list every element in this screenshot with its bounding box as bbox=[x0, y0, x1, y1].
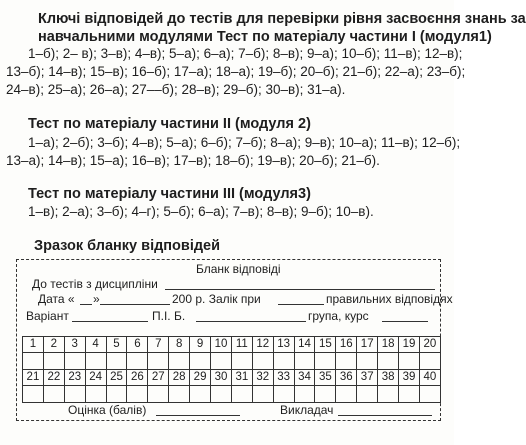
question-number: 21 bbox=[23, 370, 44, 386]
question-number: 26 bbox=[127, 370, 148, 386]
question-number: 39 bbox=[399, 370, 420, 386]
score-field[interactable] bbox=[156, 415, 240, 416]
question-number: 11 bbox=[231, 337, 252, 353]
question-number: 5 bbox=[106, 337, 127, 353]
name-field[interactable] bbox=[196, 321, 306, 322]
answer-cell[interactable] bbox=[85, 353, 106, 370]
module3-test-heading: Тест по матеріалу частини III (модуля3) bbox=[28, 186, 311, 202]
form-title: Бланк відповіді bbox=[196, 262, 281, 276]
year-and-credit-text: 200 р. Залік при bbox=[172, 292, 261, 306]
answer-cell[interactable] bbox=[169, 386, 190, 403]
answer-cell[interactable] bbox=[43, 386, 64, 403]
question-number: 19 bbox=[399, 337, 420, 353]
question-number: 35 bbox=[315, 370, 336, 386]
score-label: Оцінка (балів) bbox=[68, 403, 147, 417]
question-number: 6 bbox=[127, 337, 148, 353]
grid-numbers-row-1 bbox=[23, 337, 441, 353]
answer-cell[interactable] bbox=[294, 353, 315, 370]
answers-module1-line1: 1–б); 2– в); 3–в); 4–в); 5–а); 6–а); 7–б); 8–в); 9–а); 10–б); 11–в); 12–в); bbox=[28, 46, 463, 61]
answer-cell[interactable] bbox=[148, 353, 169, 370]
question-number: 3 bbox=[64, 337, 85, 353]
question-number: 37 bbox=[357, 370, 378, 386]
teacher-label: Викладач bbox=[280, 403, 334, 417]
variant-field[interactable] bbox=[72, 321, 148, 322]
answer-key-title-line2: навчальними модулями Тест по матеріалу частини I (модуля1) bbox=[38, 29, 492, 45]
answers-module2-line2: 13–а); 14–в); 15–а); 16–в); 17–в); 18–б); 19–в); 20–б); 21–б). bbox=[6, 153, 380, 168]
answer-cell[interactable] bbox=[336, 386, 357, 403]
question-number: 32 bbox=[252, 370, 273, 386]
question-number: 4 bbox=[85, 337, 106, 353]
date-day-field[interactable] bbox=[80, 304, 92, 305]
group-course-label: група, курс bbox=[308, 309, 369, 323]
question-number: 25 bbox=[106, 370, 127, 386]
question-number: 22 bbox=[43, 370, 64, 386]
answer-cell[interactable] bbox=[357, 386, 378, 403]
answer-cell[interactable] bbox=[273, 353, 294, 370]
question-number: 16 bbox=[336, 337, 357, 353]
question-number: 14 bbox=[294, 337, 315, 353]
answer-cell[interactable] bbox=[231, 386, 252, 403]
question-number: 7 bbox=[148, 337, 169, 353]
question-number: 17 bbox=[357, 337, 378, 353]
question-number: 1 bbox=[23, 337, 44, 353]
answer-cell[interactable] bbox=[85, 386, 106, 403]
date-month-field[interactable] bbox=[100, 304, 170, 305]
question-number: 15 bbox=[315, 337, 336, 353]
answer-cell[interactable] bbox=[315, 386, 336, 403]
answer-cell[interactable] bbox=[336, 353, 357, 370]
answer-cell[interactable] bbox=[190, 353, 211, 370]
question-number: 2 bbox=[43, 337, 64, 353]
answer-cell[interactable] bbox=[231, 353, 252, 370]
answer-cell[interactable] bbox=[211, 353, 232, 370]
answer-cell[interactable] bbox=[399, 386, 420, 403]
answer-cell[interactable] bbox=[378, 386, 399, 403]
question-number: 9 bbox=[190, 337, 211, 353]
grid-answers-row-2 bbox=[23, 386, 441, 403]
answer-cell[interactable] bbox=[211, 386, 232, 403]
question-number: 18 bbox=[378, 337, 399, 353]
answer-cell[interactable] bbox=[127, 353, 148, 370]
answer-cell[interactable] bbox=[273, 386, 294, 403]
teacher-signature-field[interactable] bbox=[338, 415, 432, 416]
answer-cell[interactable] bbox=[64, 353, 85, 370]
answer-cell[interactable] bbox=[23, 353, 44, 370]
question-number: 40 bbox=[419, 370, 440, 386]
question-number: 23 bbox=[64, 370, 85, 386]
question-number: 10 bbox=[211, 337, 232, 353]
answers-module3-line1: 1–в); 2–а); 3–б); 4–г); 5–б); 6–а); 7–в); 8–в); 9–б); 10–в). bbox=[28, 204, 374, 219]
question-number: 33 bbox=[273, 370, 294, 386]
discipline-field[interactable] bbox=[165, 289, 435, 290]
answer-cell[interactable] bbox=[23, 386, 44, 403]
answer-cell[interactable] bbox=[378, 353, 399, 370]
answer-cell[interactable] bbox=[106, 353, 127, 370]
answers-module1-line3: 24–в); 25–а); 26–а); 27––б); 28–в); 29–б); 30–в); 31–а). bbox=[6, 82, 346, 97]
answer-grid bbox=[22, 336, 441, 403]
answer-cell[interactable] bbox=[190, 386, 211, 403]
module2-test-heading: Тест по матеріалу частини II (модуля 2) bbox=[28, 116, 311, 132]
correct-answers-label: правильних відповідях bbox=[326, 292, 453, 306]
question-number: 24 bbox=[85, 370, 106, 386]
answer-cell[interactable] bbox=[294, 386, 315, 403]
answer-cell[interactable] bbox=[315, 353, 336, 370]
sample-form-heading: Зразок бланку відповідей bbox=[34, 238, 221, 254]
grid-answers-row-1 bbox=[23, 353, 441, 370]
date-label: Дата « bbox=[38, 292, 75, 306]
discipline-label: До тестів з дисципліни bbox=[32, 277, 158, 291]
group-course-field[interactable] bbox=[382, 321, 428, 322]
answer-cell[interactable] bbox=[64, 386, 85, 403]
answer-cell[interactable] bbox=[106, 386, 127, 403]
answer-cell[interactable] bbox=[399, 353, 420, 370]
correct-count-field[interactable] bbox=[278, 304, 324, 305]
question-number: 31 bbox=[231, 370, 252, 386]
answer-key-title-line1: Ключі відповідей до тестів для перевірки рівня засвоєння знань за bbox=[38, 11, 526, 27]
answer-cell[interactable] bbox=[169, 353, 190, 370]
question-number: 13 bbox=[273, 337, 294, 353]
answers-module1-line2: 13–б); 14–в); 15–в); 16–б); 17–а); 18–а); 19–б); 20–б); 21–б); 22–а); 23–б); bbox=[6, 64, 466, 79]
question-number: 12 bbox=[252, 337, 273, 353]
answer-cell[interactable] bbox=[127, 386, 148, 403]
answer-cell[interactable] bbox=[357, 353, 378, 370]
answers-module2-line1: 1–а); 2–б); 3–б); 4–в); 5–а); 6–б); 7–б); 8–а); 9–в); 10–а); 11–в); 12–б); bbox=[28, 135, 461, 150]
question-number: 8 bbox=[169, 337, 190, 353]
answer-cell[interactable] bbox=[43, 353, 64, 370]
answer-cell[interactable] bbox=[419, 386, 440, 403]
question-number: 38 bbox=[378, 370, 399, 386]
variant-label: Варіант bbox=[26, 309, 69, 323]
grid-numbers-row-2 bbox=[23, 370, 441, 386]
question-number: 27 bbox=[148, 370, 169, 386]
answer-cell[interactable] bbox=[148, 386, 169, 403]
name-label: П.І. Б. bbox=[152, 309, 186, 323]
answer-cell[interactable] bbox=[252, 386, 273, 403]
question-number: 29 bbox=[190, 370, 211, 386]
question-number: 30 bbox=[211, 370, 232, 386]
question-number: 34 bbox=[294, 370, 315, 386]
answer-cell[interactable] bbox=[419, 353, 440, 370]
question-number: 20 bbox=[419, 337, 440, 353]
question-number: 28 bbox=[169, 370, 190, 386]
question-number: 36 bbox=[336, 370, 357, 386]
date-separator: » bbox=[93, 292, 100, 306]
answer-cell[interactable] bbox=[252, 353, 273, 370]
